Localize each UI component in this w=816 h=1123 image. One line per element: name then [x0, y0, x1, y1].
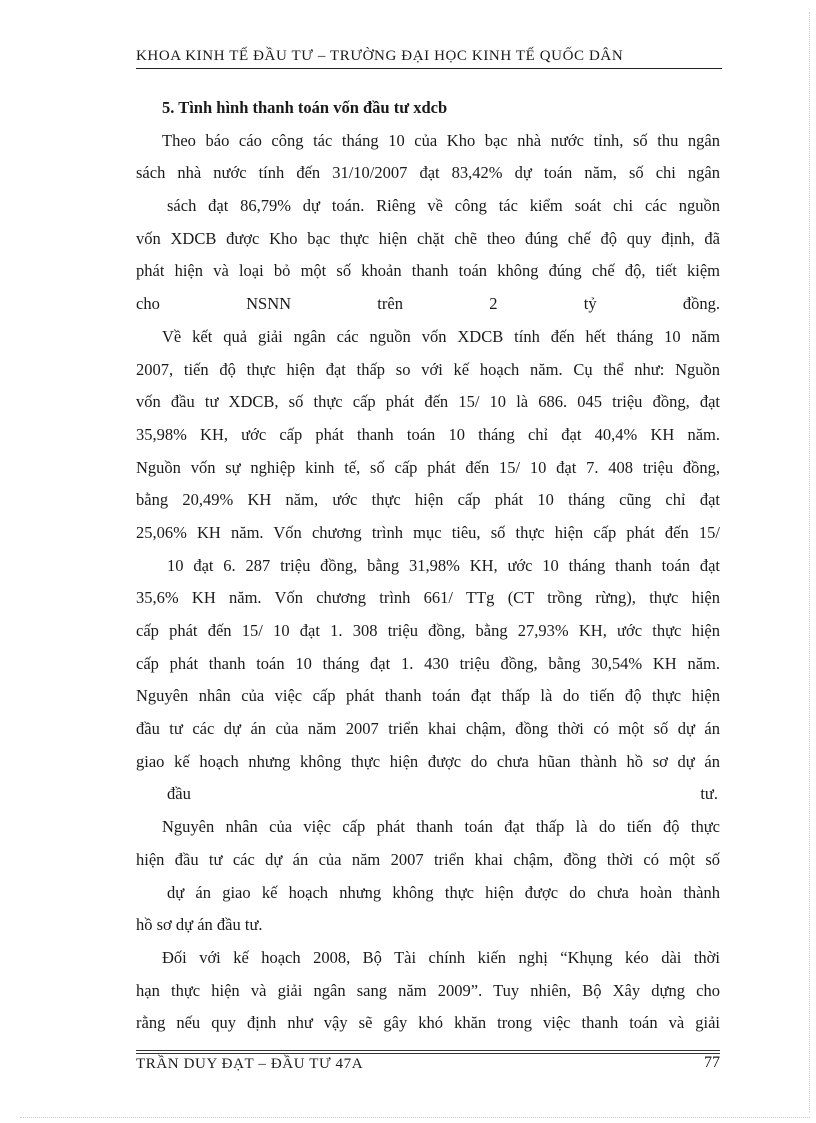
footer-rule: [136, 1050, 720, 1051]
text-line: 35,6% KH năm. Vốn chương trình 661/ TTg (CT trồng rừng), thực hiện: [136, 588, 720, 608]
text-line: dự án giao kế hoạch nhưng không thực hiện được do chưa hoàn thành: [167, 882, 720, 902]
section-heading: 5. Tình hình thanh toán vốn đầu tư xdcb: [162, 98, 448, 117]
text-line: giao kế hoạch nhưng không thực hiện được do chưa hũan thành hồ sơ dự án: [136, 751, 720, 771]
text-line: 25,06% KH năm. Vốn chương trình mục tiêu, số thực hiện cấp phát đến 15/: [136, 522, 720, 542]
document-body: [136, 92, 720, 1040]
footer-rule: [136, 1053, 720, 1054]
text-line: hạn thực hiện và giải ngân sang năm 2009”. Tuy nhiên, Bộ Xây dựng cho: [136, 980, 720, 1000]
text-line: Nguyên nhân của việc cấp phát thanh toán đạt thấp là do tiến độ thực: [162, 817, 720, 837]
page-number: 77: [704, 1054, 720, 1071]
text-line: đầu tư.: [167, 784, 718, 804]
text-line: vốn XDCB được Kho bạc thực hiện chặt chẽ theo đúng chế độ quy định, đã: [136, 228, 720, 248]
text-line: sách nhà nước tính đến 31/10/2007 đạt 83,42% dự toán năm, số chi ngân: [136, 163, 720, 183]
text-line: cho NSNN trên 2 tỷ đồng.: [136, 294, 720, 314]
text-line: cấp phát đến 15/ 10 đạt 1. 308 triệu đồng, bằng 27,93% KH, ước thực hiện: [136, 621, 720, 640]
text-line: hồ sơ dự án đầu tư.: [136, 915, 263, 935]
page-header: KHOA KINH TẾ ĐẦU TƯ – TRƯỜNG ĐẠI HỌC KINH TẾ QUỐC DÂN: [136, 48, 624, 64]
text-line: Nguyên nhân của việc cấp phát thanh toán đạt thấp là do tiến độ thực hiện: [136, 686, 720, 706]
text-line: 2007, tiến độ thực hiện đạt thấp so với kế hoạch năm. Cụ thể như: Nguồn: [136, 359, 720, 379]
text-line: Nguồn vốn sự nghiệp kinh tế, số cấp phát đến 15/ 10 đạt 7. 408 triệu đồng,: [136, 457, 720, 477]
text-line: sách đạt 86,79% dự toán. Riêng về công tác kiểm soát chi các nguồn: [167, 196, 720, 216]
text-line: cấp phát thanh toán 10 tháng đạt 1. 430 triệu đồng, bằng 30,54% KH năm.: [136, 653, 720, 673]
page-border-bottom: [20, 1117, 810, 1118]
page-border-right: [809, 12, 810, 1112]
text-line: hiện đầu tư các dự án của năm 2007 triển khai chậm, đồng thời có một số: [136, 849, 720, 869]
text-line: rằng nếu quy định như vậy sẽ gây khó khăn trong việc thanh toán và giải: [136, 1013, 720, 1033]
text-line: vốn đầu tư XDCB, số thực cấp phát đến 15/ 10 là 686. 045 triệu đồng, đạt: [136, 392, 720, 412]
text-line: Theo báo cáo công tác tháng 10 của Kho bạc nhà nước tỉnh, số thu ngân: [162, 130, 720, 150]
text-line: phát hiện và loại bỏ một số khoản thanh toán không đúng chế độ, tiết kiệm: [136, 261, 720, 281]
text-line: 10 đạt 6. 287 triệu đồng, bằng 31,98% KH, ước 10 tháng thanh toán đạt: [167, 555, 720, 575]
text-line: Về kết quả giải ngân các nguồn vốn XDCB tính đến hết tháng 10 năm: [162, 326, 720, 346]
text-line: Đối với kế hoạch 2008, Bộ Tài chính kiến nghị “Khụng kéo dài thời: [162, 947, 720, 967]
text-line: bằng 20,49% KH năm, ước thực hiện cấp phát 10 tháng cũng chỉ đạt: [136, 490, 720, 510]
text-line: 35,98% KH, ước cấp phát thanh toán 10 tháng chỉ đạt 40,4% KH năm.: [136, 424, 720, 444]
footer-author: TRẦN DUY ĐẠT – ĐẦU TƯ 47A: [136, 1056, 364, 1072]
header-rule: [136, 68, 722, 69]
text-line: đầu tư các dự án của năm 2007 triển khai chậm, đồng thời có một số dự án: [136, 719, 720, 739]
